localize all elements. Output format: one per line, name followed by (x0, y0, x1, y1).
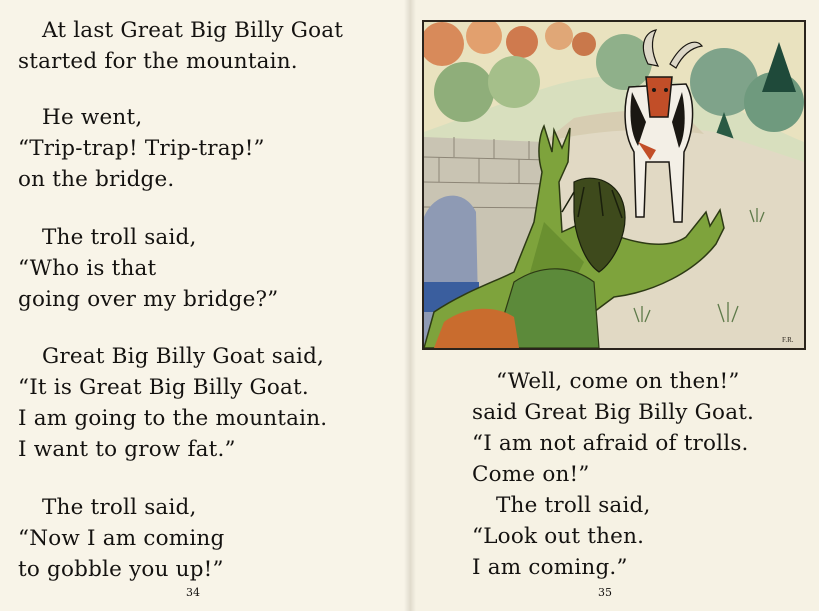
text-line: At last Great Big Billy Goat (42, 18, 344, 43)
text-line: “It is Great Big Billy Goat. (18, 375, 309, 400)
stanza-3 (18, 222, 278, 315)
text-line: The troll said, (42, 225, 197, 250)
text-line: to gobble you up!” (18, 557, 224, 582)
illustrator-signature: F.R. (782, 336, 794, 344)
text-line: He went, (42, 105, 143, 130)
page-number-right: 35 (598, 586, 612, 599)
text-line: started for the mountain. (18, 49, 298, 74)
stanza-4 (18, 341, 327, 465)
book-gutter (404, 0, 416, 611)
text-line: Great Big Billy Goat said, (42, 344, 325, 369)
text-line: going over my bridge?” (18, 287, 279, 312)
text-line: The troll said, (42, 495, 197, 520)
stanza-1 (18, 15, 343, 77)
illustration-goat-and-troll (422, 20, 806, 350)
text-line: “I am not afraid of trolls. (472, 431, 749, 456)
text-line: on the bridge. (18, 167, 175, 192)
text-line: Come on!” (472, 462, 590, 487)
text-line: I am going to the mountain. (18, 406, 328, 431)
text-line: I want to grow fat.” (18, 437, 236, 462)
stanza-2 (18, 102, 265, 195)
text-line: said Great Big Billy Goat. (472, 400, 755, 425)
text-line: “Look out then. (472, 524, 645, 549)
stanza-5 (18, 492, 224, 585)
text-line: I am coming.” (472, 555, 628, 580)
illustration-drawing (424, 22, 804, 348)
text-line: “Well, come on then!” (496, 369, 740, 394)
page-number-left: 34 (186, 586, 200, 599)
text-line: “Now I am coming (18, 526, 225, 551)
stanza-6 (472, 366, 754, 583)
text-line: “Who is that (18, 256, 157, 281)
text-line: The troll said, (496, 493, 651, 518)
text-line: “Trip-trap! Trip-trap!” (18, 136, 265, 161)
